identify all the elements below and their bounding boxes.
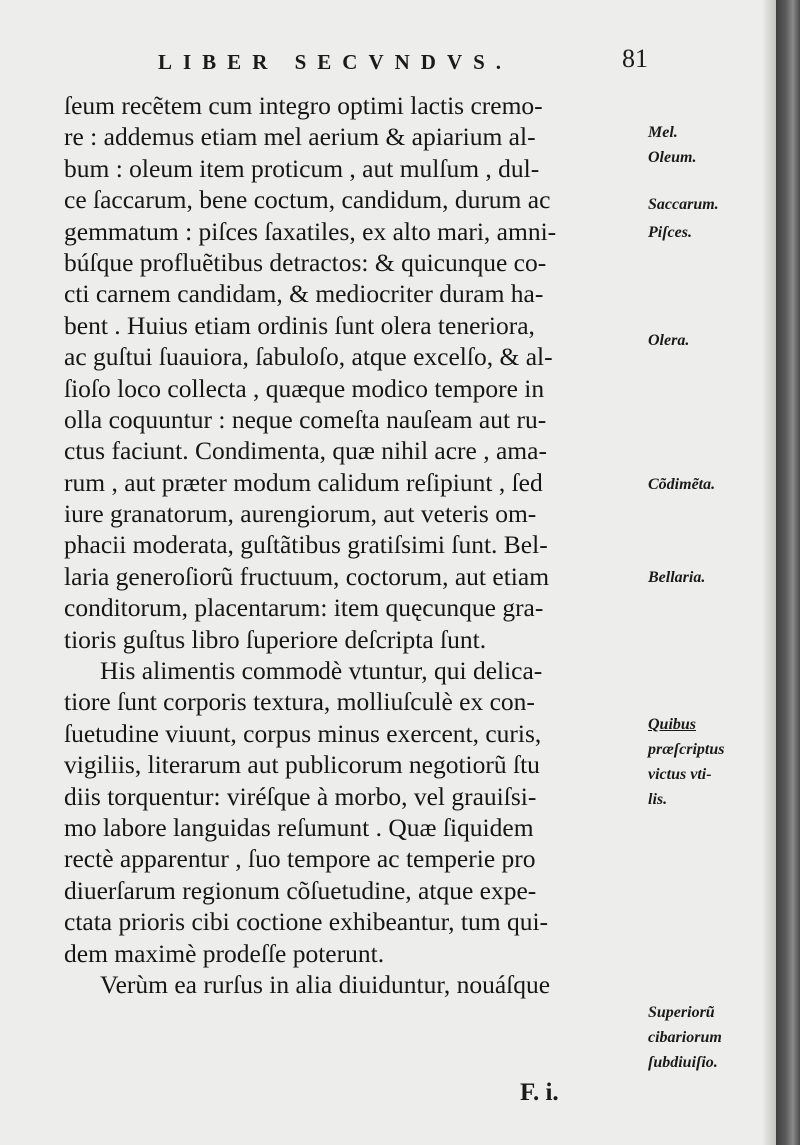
margin-note-victus: victus vti- <box>648 766 712 783</box>
text-line: iure granatorum, aurengiorum, aut veteris om- <box>64 499 537 529</box>
paragraph-start-line: His alimentis commodè vtuntur, qui delica- <box>100 656 543 686</box>
margin-note-condimenta: Cõdimẽta. <box>648 476 716 493</box>
margin-note-superioru: Superiorũ <box>648 1004 715 1021</box>
margin-note-bellaria: Bellaria. <box>648 569 706 586</box>
margin-note-mel: Mel. <box>648 124 678 141</box>
text-line: ſioſo loco collecta , quæque modico tempore in <box>64 373 545 403</box>
text-line: phacii moderata, guſtãtibus gratiſsimi ſunt. Bel- <box>64 530 548 560</box>
text-line: ac guſtui ſuauiora, ſabuloſo, atque excelſo, & al- <box>64 342 553 372</box>
text-line: diuerſarum regionum cõſuetudine, atque expe- <box>64 875 537 905</box>
text-line: laria generoſiorũ fructuum, coctorum, aut etiam <box>64 561 550 591</box>
text-line: bum : oleum item proticum , aut mulſum , dul- <box>64 153 540 183</box>
text-line: rectè apparentur , ſuo tempore ac temperie pro <box>64 844 536 874</box>
text-line: mo labore languidas reſumunt . Quæ ſiquidem <box>64 812 534 842</box>
margin-note-saccarum: Saccarum. <box>648 196 719 213</box>
margin-note-olera: Olera. <box>648 332 690 349</box>
text-line: re : addemus etiam mel aerium & apiarium al- <box>64 122 536 152</box>
text-line: ſuetudine viuunt, corpus minus exercent, curis, <box>64 718 542 748</box>
text-line: tioris guſtus libro ſuperiore deſcripta ſunt. <box>64 624 487 654</box>
text-line: bent . Huius etiam ordinis ſunt olera teneriora, <box>64 310 535 340</box>
text-line: vigiliis, literarum aut publicorum negotiorũ ſtu <box>64 750 540 780</box>
margin-note-pisces: Piſces. <box>648 224 692 241</box>
text-line: cti carnem candidam, & mediocriter duram ha- <box>64 279 544 309</box>
running-title: LIBER SECVNDVS. <box>158 50 513 74</box>
text-line: tiore ſunt corporis textura, molliuſculè ex con- <box>64 687 535 717</box>
margin-note-subdiuisio: ſubdiuiſio. <box>648 1054 718 1071</box>
text-line: olla coquuntur : neque comeſta nauſeam aut ru- <box>64 404 547 434</box>
margin-note-quibus: Quibus <box>648 716 697 733</box>
text-line: búſque profluẽtibus detractos: & quicunque co- <box>64 247 547 277</box>
margin-note-oleum: Oleum. <box>648 149 697 166</box>
text-line: rum , aut præter modum calidum reſipiunt , ſed <box>64 467 543 497</box>
page-header <box>158 40 648 80</box>
text-line: ctata prioris cibi coctione exhibeantur, tum qui- <box>64 907 549 937</box>
margin-note-praescriptus: præſcriptus <box>648 741 725 758</box>
margin-note-cibariorum: cibariorum <box>648 1029 722 1046</box>
paragraph-start-line: Verùm ea rurſus in alia diuiduntur, nouáſque <box>100 969 551 999</box>
signature-mark: F. i. <box>520 1079 559 1106</box>
text-line: conditorum, placentarum: item quęcunque gra- <box>64 593 544 623</box>
book-edge <box>776 0 800 1145</box>
margin-note-lis: lis. <box>648 791 668 808</box>
text-line: dem maximè prodeſſe poterunt. <box>64 938 385 968</box>
main-text <box>64 90 644 1000</box>
text-line: ctus faciunt. Condimenta, quæ nihil acre , ama- <box>64 436 547 466</box>
text-line: ce ſaccarum, bene coctum, candidum, durum ac <box>64 185 551 215</box>
text-line: ſeum recẽtem cum integro optimi lactis cremo- <box>64 91 543 120</box>
page-number: 81 <box>622 44 648 73</box>
text-line: diis torquentur: viréſque à morbo, vel grauiſsi- <box>64 781 537 811</box>
text-line: gemmatum : piſces ſaxatiles, ex alto mari, amni- <box>64 216 557 246</box>
